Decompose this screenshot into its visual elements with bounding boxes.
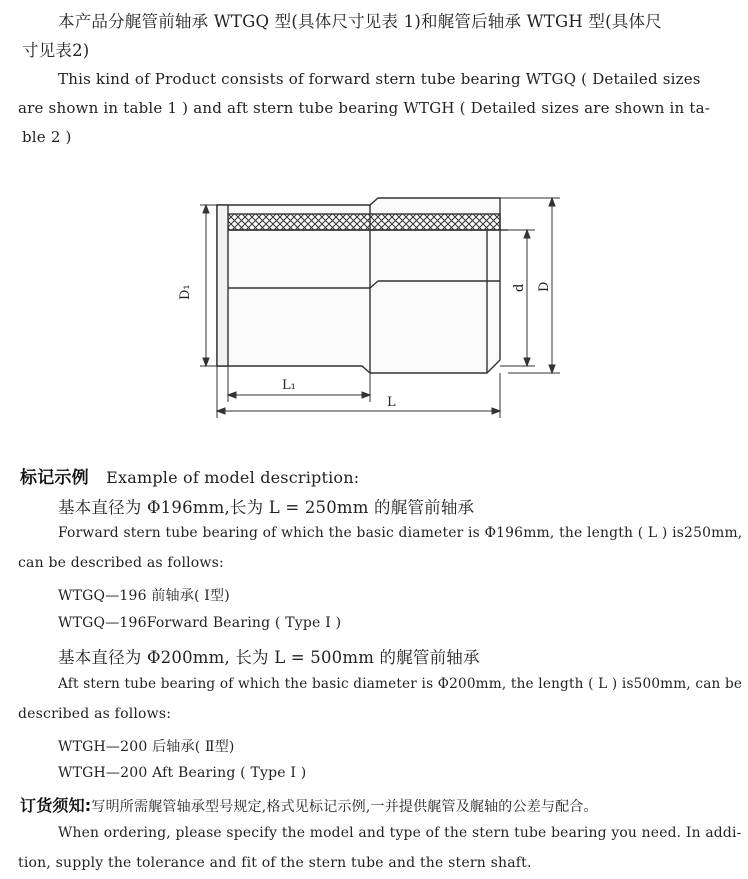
bearing-body bbox=[217, 198, 508, 373]
ordering-en-b: tion, supply the tolerance and fit of the stern tube and the stern shaft. bbox=[18, 855, 532, 871]
example-en-1a: Forward stern tube bearing of which the basic diameter is Φ196mm, the length ( L ) is250mm, bbox=[58, 525, 743, 541]
intro-en-line-3: ble 2 ) bbox=[22, 128, 72, 146]
example-heading bbox=[20, 463, 359, 488]
example-model-2: WTGH—200 后轴承( Ⅱ型) bbox=[58, 739, 235, 755]
example-model-1: WTGQ—196 前轴承( Ⅰ型) bbox=[58, 588, 230, 604]
example-en-1b: can be described as follows: bbox=[18, 555, 224, 571]
ordering-en-a: When ordering, please specify the model and type of the stern tube bearing you need. In addi- bbox=[58, 825, 742, 841]
label-L: L bbox=[387, 395, 396, 410]
ordering-text-cn: 写明所需艉管轴承型号规定,格式见标记示例,一并提供艉管及艉轴的公差与配合。 bbox=[91, 799, 598, 815]
intro-en-line-1: This kind of Product consists of forward stern tube bearing WTGQ ( Detailed sizes bbox=[58, 70, 701, 88]
label-l1: L₁ bbox=[282, 378, 296, 393]
label-D: D bbox=[537, 281, 552, 292]
example-cn-1: 基本直径为 Φ196mm,长为 L = 250mm 的艉管前轴承 bbox=[58, 498, 475, 517]
intro-en-line-2: are shown in table 1 ) and aft stern tube bearing WTGH ( Detailed sizes are shown in ta- bbox=[18, 99, 711, 117]
ordering-line bbox=[20, 793, 598, 816]
example-heading-en: Example of model description: bbox=[106, 468, 360, 487]
dimension-l1 bbox=[228, 366, 370, 402]
intro-cn-line-2: 寸见表2) bbox=[22, 41, 90, 60]
example-en-2a: Aft stern tube bearing of which the basic diameter is Φ200mm, the length ( L ) is500mm, can be bbox=[58, 676, 743, 692]
ordering-heading: 订货须知: bbox=[20, 796, 92, 815]
example-heading-cn: 标记示例 bbox=[20, 468, 89, 488]
intro-cn-line-1: 本产品分艉管前轴承 WTGQ 型(具体尺寸见表 1)和艉管后轴承 WTGH 型(具体尺 bbox=[58, 12, 662, 31]
example-model-1-en: WTGQ—196Forward Bearing ( Type Ⅰ ) bbox=[58, 615, 342, 631]
label-d: d bbox=[512, 283, 527, 292]
dimension-d bbox=[500, 230, 535, 366]
dimension-d1 bbox=[200, 205, 217, 366]
example-cn-2: 基本直径为 Φ200mm, 长为 L = 500mm 的艉管前轴承 bbox=[58, 648, 480, 667]
example-en-2b: described as follows: bbox=[18, 706, 172, 722]
dimension-L bbox=[217, 366, 500, 418]
label-d1: D₁ bbox=[178, 284, 193, 300]
example-model-2-en: WTGH—200 Aft Bearing ( Type Ⅰ ) bbox=[58, 765, 307, 781]
